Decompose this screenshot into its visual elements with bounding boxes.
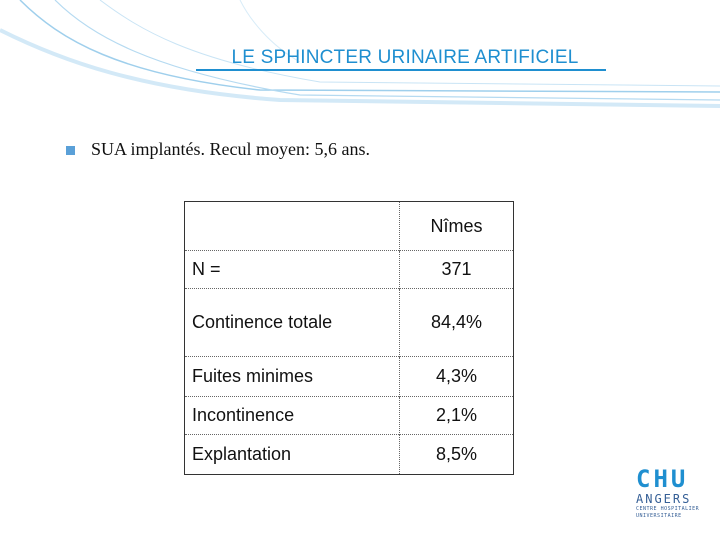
table-row	[185, 251, 514, 289]
table-row	[185, 357, 514, 397]
table-header-cell-empty	[185, 202, 400, 251]
table-header-cell-nimes: Nîmes	[430, 215, 483, 236]
table-cell-label: Continence totale	[185, 289, 400, 357]
bullet-text: SUA implantés. Recul moyen: 5,6 ans.	[91, 139, 370, 159]
table-row	[185, 289, 514, 357]
table-cell-label: Fuites minimes	[185, 357, 400, 397]
table-cell-value: 2,1%	[400, 397, 514, 435]
table-cell-value: 371	[400, 251, 514, 289]
bullet-square-icon	[66, 146, 75, 155]
logo-main-text: CHU	[636, 465, 689, 493]
results-table	[184, 201, 514, 475]
table-row	[185, 435, 514, 475]
title-underline	[196, 69, 606, 71]
slide-title: LE SPHINCTER URINAIRE ARTIFICIEL	[231, 47, 579, 68]
bullet-item	[66, 139, 370, 160]
table-header-row	[185, 202, 514, 251]
chu-angers-logo	[636, 466, 708, 528]
table-cell-value: 8,5%	[400, 435, 514, 475]
table-cell-label: N =	[185, 251, 400, 289]
logo-subtitle-line2: UNIVERSITAIRE	[636, 513, 682, 519]
table-cell-value: 4,3%	[400, 357, 514, 397]
table-cell-value: 84,4%	[400, 289, 514, 357]
table-row	[185, 397, 514, 435]
table-cell-label: Explantation	[185, 435, 400, 475]
logo-subtitle-line1: CENTRE HOSPITALIER	[636, 506, 700, 512]
table-cell-label: Incontinence	[185, 397, 400, 435]
logo-city-text: ANGERS	[636, 492, 692, 506]
